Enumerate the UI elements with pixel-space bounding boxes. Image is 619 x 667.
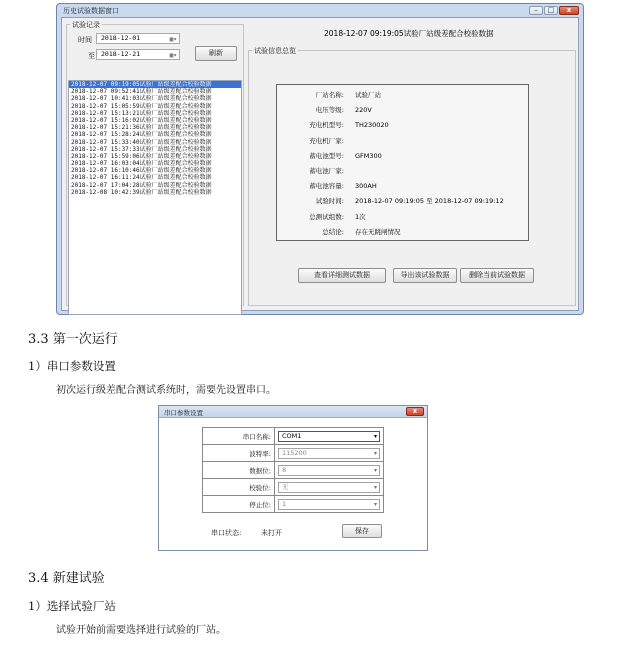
serial-param-row [203,445,384,462]
info-key: 蓄电池容量: [309,182,344,191]
info-value: 试验厂站 [355,91,381,99]
record-item[interactable]: 2018-12-07 10:41:03试验厂站级差配合校验数据 [71,95,212,103]
window-client [61,17,579,311]
subheading-select-station: 1）选择试验厂站 [28,599,116,613]
record-item[interactable]: 2018-12-08 10:42:39试验厂站级差配合校验数据 [71,188,212,196]
info-row [277,150,528,162]
info-key: 电压等级: [315,106,344,115]
param-select[interactable] [278,448,380,459]
info-value: 300AH [355,182,377,191]
info-value: 220V [355,106,372,115]
record-item[interactable]: 2018-12-07 15:21:36试验厂站级差配合校验数据 [71,124,212,132]
section-heading-3-4: 3.4 新建试验 [28,571,105,586]
title-bar [159,406,427,418]
info-row [277,195,528,207]
records-list[interactable] [68,80,242,315]
param-label: 数据位: [203,462,275,479]
param-cell [275,496,384,513]
save-button[interactable]: 保存 [342,524,382,538]
time-label: 时间 [78,36,92,44]
record-item[interactable]: 2018-12-07 15:33:40试验厂站级差配合校验数据 [71,138,212,146]
info-key: 充电机厂家: [309,136,344,145]
history-window [56,3,584,315]
to-label: 至 [88,52,95,60]
info-row [277,104,528,116]
delete-button[interactable]: 删除当前试验数据 [460,268,534,283]
dropdown-arrow-icon[interactable]: ▾ [373,500,377,508]
calendar-dropdown-icon[interactable]: ▦▾ [169,52,177,59]
section-heading-3-3: 3.3 第一次运行 [28,332,118,347]
info-row [277,165,528,177]
minimize-button[interactable]: – [529,6,543,15]
param-select[interactable] [278,465,380,476]
serial-params-table [202,427,384,513]
export-button[interactable]: 导出该试验数据 [393,268,457,283]
serial-param-row [203,479,384,496]
info-key: 蓄电池型号: [309,151,344,160]
serial-param-row [203,428,384,445]
info-key: 总测试组数: [309,212,344,221]
record-item[interactable]: 2018-12-07 16:10:46试验厂站级差配合校验数据 [71,167,212,175]
dropdown-arrow-icon[interactable]: ▾ [373,466,377,474]
param-value: COM1 [282,431,302,440]
serial-param-row [203,496,384,513]
record-item[interactable]: 2018-12-07 17:04:28试验厂站级差配合校验数据 [71,181,212,189]
param-cell [275,445,384,462]
calendar-dropdown-icon[interactable]: ▦▾ [169,36,177,43]
paragraph-serial: 初次运行级差配合测试系统时，需要先设置串口。 [56,385,276,396]
window-title: 串口参数设置 [164,409,203,417]
dropdown-arrow-icon[interactable]: ▾ [373,432,377,440]
info-key: 厂站名称: [315,91,344,99]
param-value: 115200 [282,448,307,457]
info-row [277,180,528,192]
info-row [277,211,528,223]
info-group-label: 试验信息总览 [254,47,296,55]
record-item[interactable]: 2018-12-07 15:13:21试验厂站级差配合校验数据 [71,109,212,117]
record-item[interactable]: 2018-12-07 15:59:06试验厂站级差配合校验数据 [71,152,212,160]
info-row [277,119,528,131]
param-cell [275,462,384,479]
info-value: TH230020 [355,121,389,130]
param-cell [275,428,384,445]
date-from-value: 2018-12-01 [101,34,141,42]
info-key: 蓄电池厂家: [309,167,344,175]
param-label: 校验位: [203,479,275,496]
records-group-label: 试验记录 [72,21,100,29]
param-select[interactable] [278,499,380,510]
refresh-button[interactable]: 刷新 [195,46,237,61]
record-item[interactable]: 2018-12-07 09:52:41试验厂站级差配合校验数据 [71,88,212,96]
info-key: 充电机型号: [309,121,344,130]
info-value: 存在无跳闸情况 [355,227,401,236]
record-item[interactable]: 2018-12-07 16:03:04试验厂站级差配合校验数据 [71,160,212,168]
dropdown-arrow-icon[interactable]: ▾ [373,483,377,491]
close-button[interactable]: x [559,6,579,15]
param-label: 串口名称: [203,428,275,445]
param-value: 无 [282,482,289,491]
param-label: 波特率: [203,445,275,462]
date-to-value: 2018-12-21 [101,50,141,58]
maximize-button[interactable]: □ [544,6,558,15]
record-item[interactable]: 2018-12-07 16:11:24试验厂站级差配合校验数据 [71,174,212,182]
date-to-picker[interactable] [96,49,180,60]
dropdown-arrow-icon[interactable]: ▾ [373,449,377,457]
info-value: 1次 [355,212,366,221]
record-item[interactable]: 2018-12-07 15:28:24试验厂站级差配合校验数据 [71,131,212,139]
date-from-picker[interactable] [96,33,180,44]
param-select[interactable] [278,482,380,493]
param-select[interactable] [278,431,380,442]
record-item[interactable]: 2018-12-07 09:19:05试验厂站级差配合校验数据 [69,81,241,88]
param-label: 停止位: [203,496,275,513]
subheading-serial: 1）串口参数设置 [28,359,116,373]
view-detail-button[interactable]: 查看详细测试数据 [298,268,386,283]
info-value: GFM300 [355,151,382,160]
info-row [277,89,528,101]
info-row [277,135,528,147]
info-key: 试验时间: [315,197,344,206]
close-button[interactable]: x [406,407,424,416]
window-controls [529,6,579,15]
status-label: 串口状态: [211,529,242,537]
record-item[interactable]: 2018-12-07 15:05:59试验厂站级差配合校验数据 [71,102,212,110]
window-title: 历史试验数据窗口 [63,7,119,15]
info-value: 2018-12-07 09:19:05 至 2018-12-07 09:19:12 [355,197,504,206]
info-row [277,226,528,238]
status-value: 未打开 [261,529,282,537]
record-item[interactable]: 2018-12-07 15:16:02试验厂站级差配合校验数据 [71,116,212,124]
param-value: 8 [282,465,287,474]
detail-heading: 2018-12-07 09:19:05试验厂站级差配合校验数据 [324,29,494,38]
paragraph-select-station: 试验开始前需要选择进行试验的厂站。 [56,625,226,636]
param-value: 1 [282,499,287,508]
info-panel [276,84,529,241]
serial-settings-window [158,405,428,551]
record-item[interactable]: 2018-12-07 15:37:33试验厂站级差配合校验数据 [71,145,212,153]
serial-param-row [203,462,384,479]
info-key: 总结论: [322,227,344,236]
param-cell [275,479,384,496]
